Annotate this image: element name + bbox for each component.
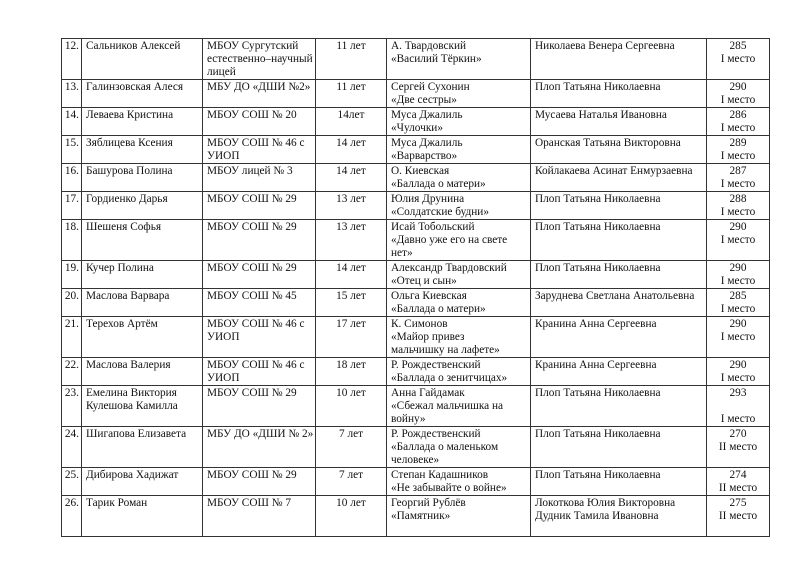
school bbox=[203, 261, 316, 289]
participant-name-line: Шешеня Софья bbox=[86, 221, 162, 233]
results-table bbox=[61, 38, 770, 537]
age-text: 11 лет bbox=[336, 40, 366, 52]
literary-work bbox=[387, 108, 531, 136]
participant-name bbox=[82, 317, 203, 358]
score-value: 288 bbox=[729, 193, 747, 205]
literary-work-line: «Две сестры» bbox=[391, 94, 457, 106]
participant-name bbox=[82, 358, 203, 386]
age-text: 11 лет bbox=[336, 81, 366, 93]
row-number bbox=[62, 80, 82, 108]
table-row bbox=[62, 358, 770, 386]
teacher bbox=[531, 317, 707, 358]
score-value: 290 bbox=[729, 221, 747, 233]
school-line: УИОП bbox=[207, 150, 240, 162]
score-value: 290 bbox=[729, 81, 747, 93]
participant-name-line: Терехов Артём bbox=[86, 318, 158, 330]
row-number bbox=[62, 468, 82, 496]
age-text: 18 лет bbox=[336, 359, 366, 371]
school bbox=[203, 136, 316, 164]
school-line: МБОУ СОШ № 29 bbox=[207, 193, 297, 205]
teacher-line: Оранская Татьяна Викторовна bbox=[535, 137, 681, 149]
literary-work bbox=[387, 317, 531, 358]
school-line: МБОУ СОШ № 45 bbox=[207, 290, 297, 302]
teacher-line: Мусаева Наталья Ивановна bbox=[535, 109, 667, 121]
age bbox=[316, 317, 387, 358]
literary-work bbox=[387, 386, 531, 427]
score-and-place bbox=[707, 261, 770, 289]
literary-work bbox=[387, 358, 531, 386]
school bbox=[203, 220, 316, 261]
row-number bbox=[62, 427, 82, 468]
place-label: I место bbox=[720, 94, 756, 106]
teacher bbox=[531, 468, 707, 496]
age bbox=[316, 261, 387, 289]
school bbox=[203, 108, 316, 136]
row-number-text: 25. bbox=[64, 469, 79, 481]
table-row bbox=[62, 164, 770, 192]
participant-name bbox=[82, 39, 203, 80]
age bbox=[316, 496, 387, 537]
teacher-line: Плоп Татьяна Николаевна bbox=[535, 428, 661, 440]
literary-work bbox=[387, 427, 531, 468]
table-row bbox=[62, 427, 770, 468]
score-and-place bbox=[707, 496, 770, 537]
score-and-place bbox=[707, 289, 770, 317]
teacher-line: Плоп Татьяна Николаевна bbox=[535, 387, 661, 399]
score-value: 270 bbox=[729, 428, 747, 440]
literary-work-line: «Не забывайте о войне» bbox=[391, 482, 507, 494]
teacher-line: Заруднева Светлана Анатольевна bbox=[535, 290, 695, 302]
school-line: МБОУ СОШ № 20 bbox=[207, 109, 297, 121]
school-line: МБУ ДО «ДШИ № 2» bbox=[207, 428, 314, 440]
table-row bbox=[62, 289, 770, 317]
table-row bbox=[62, 192, 770, 220]
place-label: I место bbox=[720, 234, 756, 246]
literary-work bbox=[387, 261, 531, 289]
row-number-text: 14. bbox=[64, 109, 79, 121]
score-and-place bbox=[707, 108, 770, 136]
participant-name bbox=[82, 261, 203, 289]
participant-name-line: Шигапова Елизавета bbox=[86, 428, 187, 440]
row-number-text: 22. bbox=[64, 359, 79, 371]
literary-work-line: Юлия Друнина bbox=[391, 193, 465, 205]
place-label: I место bbox=[720, 413, 756, 425]
score-and-place bbox=[707, 220, 770, 261]
school-line: МБУ ДО «ДШИ №2» bbox=[207, 81, 311, 93]
score-value: 290 bbox=[729, 359, 747, 371]
table-row bbox=[62, 108, 770, 136]
literary-work-line: человеке» bbox=[391, 454, 440, 466]
row-number bbox=[62, 289, 82, 317]
age bbox=[316, 108, 387, 136]
place-label: II место bbox=[718, 482, 758, 494]
school-line: МБОУ СОШ № 29 bbox=[207, 387, 297, 399]
school bbox=[203, 39, 316, 80]
teacher bbox=[531, 386, 707, 427]
participant-name bbox=[82, 80, 203, 108]
place-label: I место bbox=[720, 206, 756, 218]
participant-name bbox=[82, 289, 203, 317]
place-label: II место bbox=[718, 510, 758, 522]
age bbox=[316, 192, 387, 220]
literary-work-line: мальчишку на лафете» bbox=[391, 344, 500, 356]
participant-name-line: Кучер Полина bbox=[86, 262, 154, 274]
participant-name bbox=[82, 220, 203, 261]
score-and-place bbox=[707, 80, 770, 108]
literary-work-line: нет» bbox=[391, 247, 413, 259]
age-text: 13 лет bbox=[336, 193, 366, 205]
school bbox=[203, 289, 316, 317]
score-and-place bbox=[707, 386, 770, 427]
row-number-text: 17. bbox=[64, 193, 79, 205]
row-number bbox=[62, 164, 82, 192]
age-text: 14 лет bbox=[336, 262, 366, 274]
row-number-text: 20. bbox=[64, 290, 79, 302]
place-label: II место bbox=[718, 441, 758, 453]
score-and-place bbox=[707, 468, 770, 496]
teacher bbox=[531, 164, 707, 192]
literary-work-line: Георгий Рублёв bbox=[391, 497, 466, 509]
school-line: УИОП bbox=[207, 331, 240, 343]
age-text: 17 лет bbox=[336, 318, 366, 330]
literary-work-line: Александр Твардовский bbox=[391, 262, 507, 274]
table-row bbox=[62, 317, 770, 358]
place-label: I место bbox=[720, 303, 756, 315]
literary-work bbox=[387, 468, 531, 496]
school bbox=[203, 496, 316, 537]
participant-name-line: Гордиенко Дарья bbox=[86, 193, 168, 205]
literary-work-line: «Памятник» bbox=[391, 510, 451, 522]
school-line: МБОУ СОШ № 29 bbox=[207, 221, 297, 233]
participant-name-line: Маслова Валерия bbox=[86, 359, 171, 371]
school bbox=[203, 164, 316, 192]
teacher-line: Кранина Анна Сергеевна bbox=[535, 318, 657, 330]
row-number-text: 24. bbox=[64, 428, 79, 440]
spacer bbox=[709, 400, 767, 413]
age bbox=[316, 468, 387, 496]
school bbox=[203, 358, 316, 386]
place-label: I место bbox=[720, 331, 756, 343]
participant-name bbox=[82, 468, 203, 496]
participant-name bbox=[82, 192, 203, 220]
literary-work bbox=[387, 80, 531, 108]
place-label: I место bbox=[720, 372, 756, 384]
literary-work-line: «Баллада о зенитчицах» bbox=[391, 372, 508, 384]
school-line: МБОУ СОШ № 29 bbox=[207, 262, 297, 274]
school-line: МБОУ СОШ № 29 bbox=[207, 469, 297, 481]
literary-work-line: Исай Тобольский bbox=[391, 221, 475, 233]
teacher-line: Николаева Венера Сергеевна bbox=[535, 40, 675, 52]
participant-name-line: Леваева Кристина bbox=[86, 109, 174, 121]
score-value: 286 bbox=[729, 109, 747, 121]
row-number-text: 19. bbox=[64, 262, 79, 274]
score-and-place bbox=[707, 358, 770, 386]
teacher-line: Кранина Анна Сергеевна bbox=[535, 359, 657, 371]
literary-work-line: Степан Кадашников bbox=[391, 469, 489, 481]
school-line: лицей bbox=[207, 66, 236, 78]
score-value: 285 bbox=[729, 40, 747, 52]
table-row bbox=[62, 220, 770, 261]
participant-name-line: Емелина Виктория bbox=[86, 387, 177, 399]
age bbox=[316, 358, 387, 386]
teacher-line: Плоп Татьяна Николаевна bbox=[535, 221, 661, 233]
literary-work bbox=[387, 289, 531, 317]
teacher-line: Плоп Татьяна Николаевна bbox=[535, 193, 661, 205]
score-value: 290 bbox=[729, 318, 747, 330]
row-number-text: 21. bbox=[64, 318, 79, 330]
score-value: 274 bbox=[729, 469, 747, 481]
teacher bbox=[531, 192, 707, 220]
teacher bbox=[531, 427, 707, 468]
row-number bbox=[62, 317, 82, 358]
school-line: МБОУ СОШ № 46 с bbox=[207, 137, 305, 149]
school-line: МБОУ СОШ № 7 bbox=[207, 497, 291, 509]
teacher bbox=[531, 136, 707, 164]
table-row bbox=[62, 496, 770, 537]
participant-name bbox=[82, 108, 203, 136]
teacher-line: Дудник Тамила Ивановна bbox=[535, 510, 659, 522]
table-row bbox=[62, 80, 770, 108]
literary-work bbox=[387, 220, 531, 261]
age bbox=[316, 220, 387, 261]
school-line: МБОУ СОШ № 46 с bbox=[207, 359, 305, 371]
literary-work-line: Муса Джалиль bbox=[391, 109, 463, 121]
age bbox=[316, 289, 387, 317]
row-number bbox=[62, 136, 82, 164]
place-label: I место bbox=[720, 122, 756, 134]
age bbox=[316, 386, 387, 427]
participant-name-line: Сальников Алексей bbox=[86, 40, 181, 52]
teacher bbox=[531, 358, 707, 386]
table-row bbox=[62, 386, 770, 427]
literary-work bbox=[387, 164, 531, 192]
teacher bbox=[531, 108, 707, 136]
teacher-line: Плоп Татьяна Николаевна bbox=[535, 81, 661, 93]
row-number bbox=[62, 386, 82, 427]
score-value: 275 bbox=[729, 497, 747, 509]
literary-work-line: «Баллада о матери» bbox=[391, 303, 486, 315]
row-number-text: 15. bbox=[64, 137, 79, 149]
literary-work-line: «Сбежал мальчишка на bbox=[391, 400, 504, 412]
literary-work bbox=[387, 496, 531, 537]
school bbox=[203, 317, 316, 358]
age-text: 7 лет bbox=[338, 428, 364, 440]
row-number-text: 18. bbox=[64, 221, 79, 233]
school-line: МБОУ Сургутский bbox=[207, 40, 299, 52]
literary-work-line: Муса Джалиль bbox=[391, 137, 463, 149]
literary-work bbox=[387, 39, 531, 80]
age-text: 13 лет bbox=[336, 221, 366, 233]
results-table-body bbox=[62, 39, 770, 537]
teacher-line: Плоп Татьяна Николаевна bbox=[535, 469, 661, 481]
row-number bbox=[62, 220, 82, 261]
row-number bbox=[62, 496, 82, 537]
school-line: естественно–научный bbox=[207, 53, 313, 65]
age bbox=[316, 39, 387, 80]
place-label: I место bbox=[720, 53, 756, 65]
teacher bbox=[531, 289, 707, 317]
literary-work-line: А. Твардовский bbox=[391, 40, 467, 52]
age-text: 15 лет bbox=[336, 290, 366, 302]
teacher-line: Локоткова Юлия Викторовна bbox=[535, 497, 676, 509]
literary-work bbox=[387, 136, 531, 164]
score-and-place bbox=[707, 136, 770, 164]
teacher bbox=[531, 220, 707, 261]
school bbox=[203, 192, 316, 220]
age-text: 14 лет bbox=[336, 165, 366, 177]
age-text: 7 лет bbox=[338, 469, 364, 481]
teacher bbox=[531, 496, 707, 537]
teacher bbox=[531, 261, 707, 289]
literary-work-line: войну» bbox=[391, 413, 426, 425]
literary-work-line: «Баллада о маленьком bbox=[391, 441, 499, 453]
row-number bbox=[62, 261, 82, 289]
participant-name bbox=[82, 136, 203, 164]
school-line: УИОП bbox=[207, 372, 240, 384]
age-text: 14 лет bbox=[336, 137, 366, 149]
participant-name-line: Зяблицева Ксения bbox=[86, 137, 173, 149]
literary-work-line: Сергей Сухонин bbox=[391, 81, 470, 93]
participant-name-line: Кулешова Камилла bbox=[86, 400, 178, 412]
literary-work-line: Ольга Киевская bbox=[391, 290, 467, 302]
row-number-text: 12. bbox=[64, 40, 79, 52]
literary-work-line: «Баллада о матери» bbox=[391, 178, 486, 190]
score-and-place bbox=[707, 317, 770, 358]
row-number-text: 23. bbox=[64, 387, 79, 399]
literary-work-line: «Майор привез bbox=[391, 331, 465, 343]
school-line: МБОУ лицей № 3 bbox=[207, 165, 293, 177]
table-row bbox=[62, 468, 770, 496]
literary-work-line: «Чулочки» bbox=[391, 122, 443, 134]
row-number bbox=[62, 108, 82, 136]
teacher bbox=[531, 39, 707, 80]
row-number-text: 13. bbox=[64, 81, 79, 93]
age bbox=[316, 80, 387, 108]
participant-name-line: Галинзовская Алеся bbox=[86, 81, 184, 93]
participant-name-line: Маслова Варвара bbox=[86, 290, 170, 302]
participant-name-line: Тарик Роман bbox=[86, 497, 148, 509]
age bbox=[316, 427, 387, 468]
literary-work-line: «Василий Тёркин» bbox=[391, 53, 482, 65]
literary-work-line: «Отец и сын» bbox=[391, 275, 457, 287]
score-and-place bbox=[707, 192, 770, 220]
row-number bbox=[62, 39, 82, 80]
school bbox=[203, 80, 316, 108]
score-and-place bbox=[707, 39, 770, 80]
school bbox=[203, 427, 316, 468]
participant-name bbox=[82, 427, 203, 468]
participant-name-line: Башурова Полина bbox=[86, 165, 173, 177]
row-number bbox=[62, 358, 82, 386]
teacher bbox=[531, 80, 707, 108]
score-value: 290 bbox=[729, 262, 747, 274]
literary-work-line: Анна Гайдамак bbox=[391, 387, 465, 399]
literary-work-line: Р. Рождественский bbox=[391, 359, 481, 371]
age-text: 10 лет bbox=[336, 387, 366, 399]
school-line: МБОУ СОШ № 46 с bbox=[207, 318, 305, 330]
score-value: 285 bbox=[729, 290, 747, 302]
literary-work-line: «Солдатские будни» bbox=[391, 206, 489, 218]
literary-work-line: «Давно уже его на свете bbox=[391, 234, 508, 246]
row-number-text: 16. bbox=[64, 165, 79, 177]
participant-name bbox=[82, 496, 203, 537]
literary-work bbox=[387, 192, 531, 220]
school bbox=[203, 386, 316, 427]
participant-name bbox=[82, 164, 203, 192]
score-and-place bbox=[707, 427, 770, 468]
place-label: I место bbox=[720, 150, 756, 162]
table-row bbox=[62, 39, 770, 80]
score-value: 293 bbox=[729, 387, 747, 399]
participant-name-line: Дибирова Хадижат bbox=[86, 469, 179, 481]
age-text: 14лет bbox=[337, 109, 365, 121]
school bbox=[203, 468, 316, 496]
score-value: 289 bbox=[729, 137, 747, 149]
literary-work-line: О. Киевская bbox=[391, 165, 450, 177]
score-value: 287 bbox=[729, 165, 747, 177]
teacher-line: Койлакаева Асинат Енмурзаевна bbox=[535, 165, 693, 177]
age bbox=[316, 136, 387, 164]
participant-name bbox=[82, 386, 203, 427]
literary-work-line: К. Симонов bbox=[391, 318, 448, 330]
place-label: I место bbox=[720, 275, 756, 287]
age bbox=[316, 164, 387, 192]
literary-work-line: «Варварство» bbox=[391, 150, 458, 162]
age-text: 10 лет bbox=[336, 497, 366, 509]
literary-work-line: Р. Рождественский bbox=[391, 428, 481, 440]
place-label: I место bbox=[720, 178, 756, 190]
table-row bbox=[62, 261, 770, 289]
score-and-place bbox=[707, 164, 770, 192]
teacher-line: Плоп Татьяна Николаевна bbox=[535, 262, 661, 274]
table-row bbox=[62, 136, 770, 164]
row-number-text: 26. bbox=[64, 497, 79, 509]
row-number bbox=[62, 192, 82, 220]
